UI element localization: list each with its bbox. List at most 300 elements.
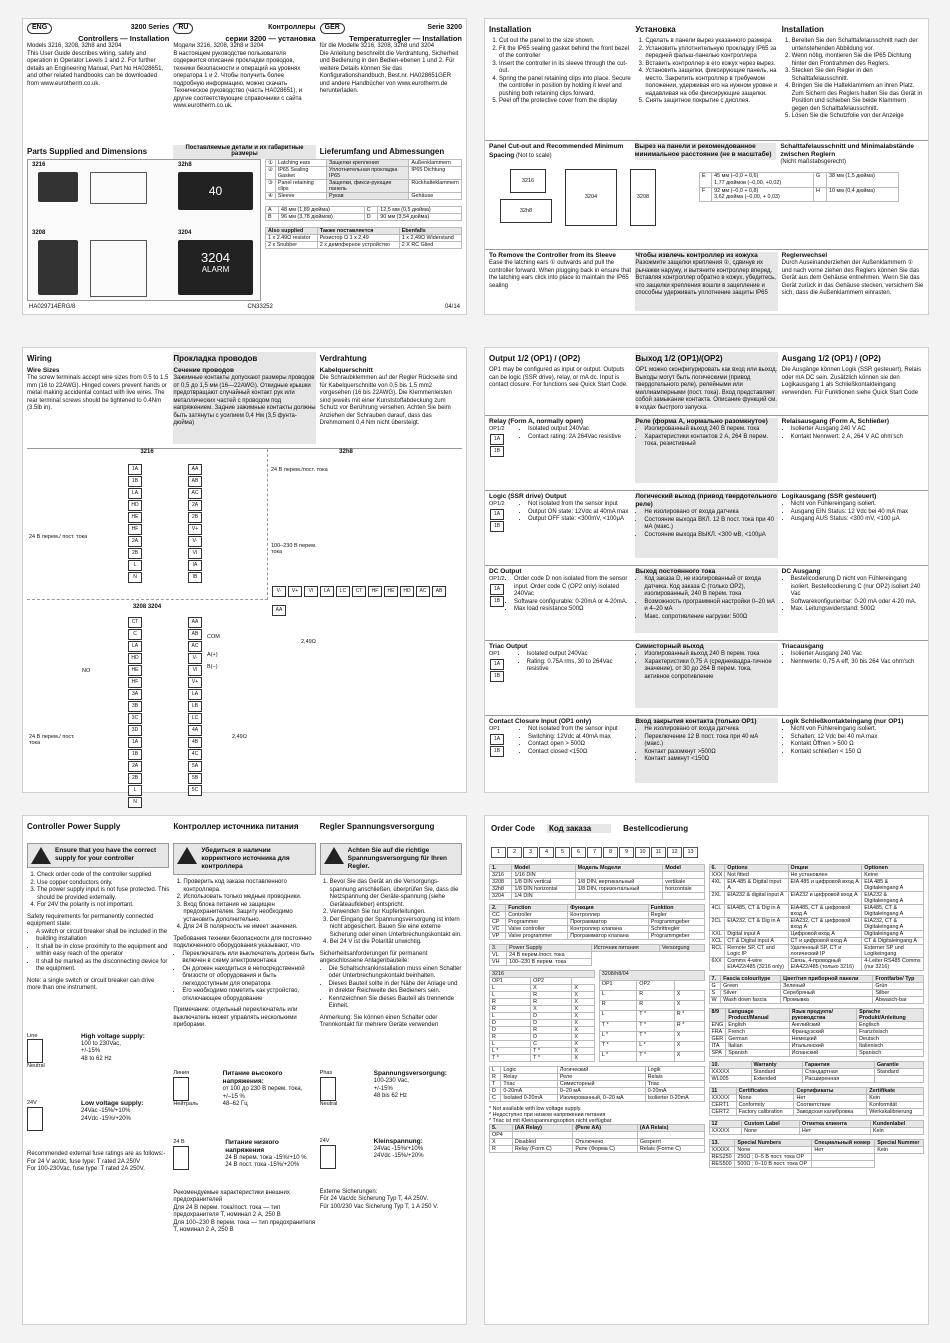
terminal: HD xyxy=(128,500,142,511)
output-title: Вход закрытия контакта (только OP1) xyxy=(635,718,757,725)
output-bullets xyxy=(518,651,632,683)
output-code-table xyxy=(489,970,595,1062)
output-section xyxy=(485,715,928,787)
order-table-row xyxy=(490,1074,705,1081)
order-header-cell: Язык продукта/ руководства xyxy=(789,1009,856,1022)
output-bullets xyxy=(635,576,777,621)
power-col-eng xyxy=(27,843,169,1325)
spacing-row xyxy=(700,187,899,202)
order-cell: Remote SP, CT and Logic IP xyxy=(725,945,788,958)
order-table-row xyxy=(709,997,924,1004)
power-warning-eng: Ensure that you have the correct supply for your controller xyxy=(55,847,157,863)
also-h3: Ebenfalls xyxy=(399,228,461,235)
order-table-opt_rows xyxy=(709,864,925,971)
order-cell: Программатор клапана xyxy=(568,933,648,940)
order-cell: T * xyxy=(637,1031,675,1041)
order-table-aa_rows xyxy=(489,1124,705,1153)
order-code-box: 9 xyxy=(619,847,634,858)
safety-item: • Переключатель или выключатель должен быть включен в схему электромонтажа xyxy=(182,951,315,966)
eng-models: Models 3216, 3208, 32h8 and 3204 xyxy=(27,43,122,50)
terminal: LA xyxy=(128,488,142,499)
terminal: AC xyxy=(188,641,202,652)
order-header-cell: 3. xyxy=(490,945,507,952)
wire-sizes-eng: Wire Sizes xyxy=(27,367,60,374)
also-r2-ger: 2 X RC Glied xyxy=(399,242,461,249)
order-cell xyxy=(874,1076,923,1083)
output-bullets xyxy=(635,426,777,449)
output-col-ru xyxy=(635,643,777,708)
wiring-32h8-supply-24: 24 В перем./пост. тока xyxy=(271,467,328,473)
order-table-row xyxy=(490,1081,705,1088)
terminal: IB xyxy=(188,572,202,583)
outputs-heading-eng: Output 1/2 (OP1) / (OP2) xyxy=(489,354,581,363)
order-table-row xyxy=(709,938,924,945)
spacing-in: 3,62 дюйма (–0,00, + 0,03) xyxy=(714,194,780,201)
parts-cell-eng: Latching ears xyxy=(275,160,326,167)
page-installation xyxy=(484,18,929,315)
terminal: 1B xyxy=(490,671,504,682)
install-step: 2. Wenn nötig, montieren Sie die IP65 Dichtung hinter den Frontrahmen des Reglers. xyxy=(792,53,924,68)
fuse-values-ger xyxy=(320,1196,462,1211)
terminal: V- xyxy=(272,586,286,597)
output-bullets xyxy=(782,501,908,524)
install-step: 4. Spring the panel retaining clips into place. Secure the controller in position by holding it level and pushing both retaining clips forward. xyxy=(499,76,631,99)
order-cell: Relay xyxy=(501,1074,558,1081)
order-table-row xyxy=(490,1048,595,1055)
also-h1: Also supplied xyxy=(266,228,318,235)
order-table-row xyxy=(709,1095,924,1102)
order-cell: Изолированный, 0–20 мА xyxy=(557,1095,645,1102)
order-table-subheader xyxy=(599,981,704,991)
terminal: HF xyxy=(128,677,142,688)
output-bullet: • Состояние выхода ВКЛ. 12 В пост. тока при 40 мА (макс.) xyxy=(644,517,777,532)
order-cell: Silver xyxy=(721,990,781,997)
order-cell: CT & Digital input A xyxy=(725,938,788,945)
lv-value: 24Vdc -15%/+20% xyxy=(81,1115,131,1122)
resistor-label-3208: 2,49Ω xyxy=(232,734,247,740)
order-cell: EIA485, CT & Dig in A xyxy=(725,905,788,918)
terminal: 2A xyxy=(188,500,202,511)
output-bullet: • Output OFF state: <300mV, <100μA xyxy=(528,516,628,524)
intro-ger xyxy=(320,23,462,141)
terminal: HD xyxy=(400,586,414,597)
order-cell: Промывка xyxy=(781,997,873,1004)
order-cell: R xyxy=(637,991,675,1001)
parts-cell-ru: Рукав xyxy=(327,193,409,200)
order-cell: VP xyxy=(490,933,506,940)
order-cell: Green xyxy=(721,983,781,990)
output-terminals xyxy=(489,501,519,533)
order-cell: ITA xyxy=(709,1043,726,1050)
order-cell: Французский xyxy=(789,1029,856,1036)
terminal: 1B xyxy=(490,746,504,757)
terminal: AB xyxy=(188,476,202,487)
order-cell: EIA232, CT & Dig in A xyxy=(725,918,788,931)
order-cell: CT & Digitaleingang A xyxy=(862,938,924,945)
order-cell: Не установлен xyxy=(788,872,862,879)
com-label: COM xyxy=(207,634,220,640)
output-body xyxy=(782,576,924,614)
safety-item: • A switch or circuit breaker shall be included in the building installation xyxy=(36,929,169,944)
note-eng: Note: a single switch or circuit breaker can drive more than one instrument. xyxy=(27,977,155,991)
output-bullet: • Не изолировано от входа датчика xyxy=(644,726,777,734)
output-col-ger xyxy=(782,418,924,483)
order-table-row xyxy=(709,1043,924,1050)
intro-eng xyxy=(27,23,169,141)
order-cell: EIA232, CT & Digitaleingang A xyxy=(862,918,924,931)
wiring-32h8-supply-hv: 100–230 В перем. тока xyxy=(271,543,317,555)
output-body xyxy=(782,726,924,756)
order-cell: 3208 xyxy=(490,879,512,886)
order-cell: L * xyxy=(599,1031,637,1041)
order-header-cell: Warranty xyxy=(751,1062,802,1069)
power-heading-eng: Controller Power Supply xyxy=(27,822,121,831)
order-cell: R xyxy=(599,1001,637,1011)
order-cell: T * xyxy=(490,1055,531,1062)
a-plus-label: A(+) xyxy=(207,652,218,658)
order-cell: R xyxy=(490,1146,513,1153)
parts-cell-ger: Außenklammern xyxy=(409,160,462,167)
order-table-row xyxy=(709,990,924,997)
order-cell: X xyxy=(674,991,704,1001)
order-code-heading-ru: Код заказа xyxy=(547,824,611,833)
dims-cell-k2: C xyxy=(364,207,377,214)
output-section xyxy=(485,415,928,487)
order-cell: R xyxy=(531,999,572,1006)
terminal: 4A xyxy=(188,725,202,736)
order-cell: ENG xyxy=(709,1022,726,1029)
order-table-row xyxy=(709,1109,924,1116)
order-cell: D xyxy=(531,1034,572,1041)
output-body xyxy=(489,501,631,533)
power-steps-eng xyxy=(27,872,169,910)
order-cell: XCL xyxy=(709,938,725,945)
ger-series-title: Serie 3200 xyxy=(427,24,462,31)
v24-label-ru: 24 В xyxy=(173,1138,185,1145)
install-step: 5. Снять защитное покрытие с дисплея. xyxy=(645,98,777,106)
order-header-cell: Custom Label xyxy=(742,1121,800,1128)
order-cell: Нет xyxy=(794,1095,867,1102)
terminal: LC xyxy=(336,586,350,597)
order-cell: X xyxy=(572,1048,594,1055)
dims-row xyxy=(266,207,462,214)
install-step: 3. Insert the controller in its sleeve through the cut-out. xyxy=(499,61,631,76)
order-cell: Englisch xyxy=(857,1022,924,1029)
order-cell: Digital input A xyxy=(725,931,788,938)
terminal: V+ xyxy=(188,677,202,688)
dims-cell-v2: 90 мм (3,54 дюйма) xyxy=(378,214,462,221)
output-bullet: • Contact closed <150Ω xyxy=(528,749,618,757)
order-table-row xyxy=(490,1055,595,1062)
order-cell: 3204 xyxy=(490,893,512,900)
order-table-row xyxy=(490,1088,705,1095)
power-step: 2. Use copper conductors only. xyxy=(37,880,169,888)
order-cell: Зеленый xyxy=(781,983,873,990)
terminal: AB xyxy=(432,586,446,597)
order-table-row xyxy=(709,1022,924,1029)
order-cell: X xyxy=(572,1055,594,1062)
safety-list-eng xyxy=(27,929,169,974)
fuse-value: Для 100–230 В перем. тока — тип предохранителя T, номинал 2 А, 250 В xyxy=(173,1219,316,1234)
order-table-row xyxy=(709,879,924,892)
output-code-title: 3208/h8/04 xyxy=(599,971,704,981)
order-cell: 4XL xyxy=(709,879,725,892)
order-table-row xyxy=(490,912,705,919)
also-supplied-table xyxy=(265,227,462,249)
lv-value: 24Vac -15%/+10% xyxy=(81,1108,131,1115)
terminal: HF xyxy=(128,524,142,535)
order-cell xyxy=(575,893,663,900)
wire-sizes-ru: Сечение проводов xyxy=(173,367,234,374)
lv-value: 24 В пост. тока -15%/+20% xyxy=(225,1162,300,1169)
output-code-tables xyxy=(489,970,705,1062)
order-table-row xyxy=(709,1128,924,1135)
order-header-cell: Funktion xyxy=(648,905,704,912)
order-cell: Italienisch xyxy=(857,1043,924,1050)
note-ger: Anmerkung: Sie können einen Schalter oder Trennkontakt für mehrere Geräte verwenden xyxy=(319,1014,439,1029)
order-table-row xyxy=(709,1102,924,1109)
safety-item: • Dieses Bauteil sollte in der Nähe der Anlage und in direkter Reichweite des Bedieners sein. xyxy=(329,981,462,996)
output-bullets xyxy=(782,726,878,756)
output-terminal-label: OP1/2 xyxy=(489,501,505,508)
output-body xyxy=(635,426,777,449)
output-col-ru xyxy=(635,493,777,558)
order-table-subheader xyxy=(490,978,595,985)
fuse-heading-ru: Рекомендуемые характеристики внешних предохранителей xyxy=(173,1189,290,1204)
install-step: 4. Установить защелки, фиксирующие панель, на место. Закрепить контроллер в требуемом положении, удерживая его на нужном уровне и надавливая на обе фиксирующие защелки. xyxy=(645,68,777,98)
display-32h8: 40 xyxy=(178,172,253,210)
output-col-eng xyxy=(489,718,631,783)
install-steps-eng xyxy=(489,38,631,106)
install-step: 2. Установить уплотнительную прокладку IP65 за передней фальш-панелью контроллера xyxy=(645,46,777,61)
order-table-header xyxy=(490,865,705,872)
output-bullet: • Макс. сопротивление нагрузки: 500Ω xyxy=(644,614,777,622)
eng-body: This User Guide describes wiring, safety and operation in Operator Levels 1 and 2. For further details an Engineering Manual, Part No HA028651, and other related handbooks can be downloaded from www.eurotherm.co.uk. xyxy=(27,50,164,87)
order-cell: 32h8 xyxy=(490,886,512,893)
order-cell: Заводская калибровка xyxy=(794,1109,867,1116)
dims-cell-v: 96 мм (3,78 дюймов) xyxy=(279,214,365,221)
wiring-diagrams xyxy=(27,448,462,805)
terminal: 1B xyxy=(128,749,142,760)
order-cell: Triac xyxy=(501,1081,558,1088)
dims-cell-v: 48 мм (1,89 дюйма) xyxy=(279,207,365,214)
order-cell: German xyxy=(726,1036,789,1043)
parts-cell-ger: Rückhalteklammern xyxy=(409,180,462,193)
parts-list xyxy=(265,159,462,301)
order-cell: L * xyxy=(599,1051,637,1061)
wiring-3208-label: 3208 3204 xyxy=(132,604,162,610)
order-cell: EIA232 & digital input A xyxy=(725,892,788,905)
cutout-32h8: 32h8 xyxy=(500,199,552,223)
page-footer xyxy=(29,304,460,310)
order-cell: D xyxy=(490,1020,531,1027)
install-step: 4. Bringen Sie die Halteklammern an ihren Platz. Zum Sichern des Reglers halten Sie das Gerät in Position und schieben Sie beide Klammern gegen den Schalttafelausschnitt. xyxy=(792,83,924,113)
order-cell xyxy=(575,872,663,879)
output-bullet: • Contact open > 500Ω xyxy=(528,741,618,749)
safety-list-ger xyxy=(320,966,462,1011)
lang-tag-eng: ENG xyxy=(27,23,52,34)
order-cell: R xyxy=(490,999,531,1006)
hv-heading-ru: Питание высокого напряжения: xyxy=(222,1069,283,1085)
terminal-strip-c xyxy=(127,616,145,809)
hv-values-eng xyxy=(81,1041,145,1064)
order-cell: Programmer xyxy=(506,919,568,926)
order-table-header xyxy=(709,976,924,983)
order-table-sp_rows xyxy=(709,1139,925,1168)
output-bullet: • Контакт разомкнут >500Ω xyxy=(644,749,777,757)
no-label: NO xyxy=(82,668,91,674)
output-bullets xyxy=(782,576,924,614)
spacing-value2: 10 мм (0,4 дюйма) xyxy=(827,187,899,202)
order-table-row xyxy=(709,905,924,918)
terminal: C xyxy=(128,629,142,640)
order-cell: RES500 xyxy=(709,1161,735,1168)
order-cell: T * xyxy=(531,1048,572,1055)
terminal: IA xyxy=(188,560,202,571)
remove-heading-ger: Reglerwechsel xyxy=(781,252,828,259)
outputs-heading-ger: Ausgang 1/2 (OP1) / (OP2) xyxy=(781,354,881,363)
terminal: 1B xyxy=(490,596,504,607)
output-col-ru xyxy=(635,418,777,483)
safety-item: • Die Schaltschrankinstallation muss einen Schalter oder Unterbrechungskontakt beinhalten. xyxy=(329,966,462,981)
order-cell: Английский xyxy=(789,1022,856,1029)
install-heading-ru: Установка xyxy=(635,25,676,34)
output-bullets xyxy=(519,501,628,533)
terminal: V- xyxy=(188,653,202,664)
output-terminals xyxy=(489,726,519,758)
wire-sizes-body-eng: The screw terminals accept wire sizes from 0.5 to 1.5 mm (16 to 22AWG). Hinged covers prevent hands or metal making accidental contact with live wires. The rear terminal screws should be tightened to 0.4Nm (3.5lb in). xyxy=(27,375,169,412)
terminal: AC xyxy=(188,488,202,499)
parts-cell-n: ④ xyxy=(266,193,276,200)
order-cell: Контроллер xyxy=(568,912,648,919)
order-cell: VC xyxy=(490,926,506,933)
order-table-row xyxy=(490,879,705,886)
also-r1-eng: 1 x 2.49Ω resistor xyxy=(266,235,318,242)
order-table-header xyxy=(709,1062,924,1069)
order-cell: XXXXX xyxy=(709,1095,736,1102)
order-cell: EIA 485 & Digital input A xyxy=(725,879,788,892)
fuse-value: For 24 V ac/dc, fuse type: T rated 2A 250V xyxy=(27,1158,141,1165)
order-table-row xyxy=(490,959,705,966)
line-label-ru: Линия xyxy=(173,1069,190,1076)
lv-values-ger xyxy=(374,1146,424,1161)
hv-value: +/-15% xyxy=(81,1048,101,1055)
spacing-key: E xyxy=(700,173,712,188)
output-body xyxy=(782,651,924,666)
order-cell: Keine xyxy=(862,872,924,879)
order-cell: EIA232 & Digitaleingang A xyxy=(862,892,924,905)
order-cell: 6XX xyxy=(709,958,725,971)
order-code-box: 1 xyxy=(491,847,506,858)
power-step: 1. Check order code of the controller supplied xyxy=(37,872,169,880)
output-body xyxy=(489,576,631,614)
output-title: Logic (SSR drive) Output xyxy=(489,493,567,500)
order-cell: X xyxy=(572,985,594,992)
terminal: CT xyxy=(128,617,142,628)
output-bullet: • Bestellcodierung D nicht von Fühlereingang isoliert. Bestellcodierung C (nur OP2) isoliert 240 Vac xyxy=(791,576,924,599)
spacing-row xyxy=(700,173,899,188)
order-cell: L xyxy=(490,985,531,992)
terminal: 1B xyxy=(128,476,142,487)
output-bullet: • Schalten: 12 Vdc bei 40 mA max xyxy=(791,734,878,742)
dims-row xyxy=(266,214,462,221)
terminal: AA xyxy=(188,617,202,628)
order-cell: EIA232 и цифровой вход А xyxy=(788,892,862,905)
output-bullet: • Код заказа D, не изолированный от входа датчика. Код заказа C (только OP2), изолированный, 240 В перем. тока xyxy=(644,576,777,599)
order-header-cell: (Реле AA) xyxy=(573,1125,638,1132)
order-cell: Isolierter 0-20mA xyxy=(645,1095,704,1102)
order-cell: VL xyxy=(490,952,507,959)
wiring-heading-eng: Wiring xyxy=(27,354,52,363)
order-table-row xyxy=(490,999,595,1006)
order-cell: Программатор xyxy=(568,919,648,926)
hv-value: 100-230 Vac, xyxy=(373,1078,409,1084)
order-cell: Немецкий xyxy=(789,1036,856,1043)
order-code-box: 13 xyxy=(683,847,698,858)
output-section xyxy=(485,565,928,637)
order-table-header xyxy=(490,905,705,912)
output-title: Выход постоянного тока xyxy=(635,568,716,575)
order-cell: Konformität xyxy=(867,1102,924,1109)
label-32h8: 32h8 xyxy=(178,162,192,168)
order-table-row xyxy=(709,931,924,938)
order-cell: Italian xyxy=(726,1043,789,1050)
output-bullets xyxy=(782,651,915,666)
terminal: V+ xyxy=(288,586,302,597)
output-col-eng xyxy=(489,643,631,708)
terminal: 1A xyxy=(490,659,504,670)
intro-ru xyxy=(173,23,315,141)
order-code-box: 7 xyxy=(587,847,602,858)
order-cell xyxy=(812,1161,875,1168)
hv-value: +/-15% xyxy=(373,1085,393,1092)
terminal: 1A xyxy=(128,464,142,475)
order-cell: T * xyxy=(599,1021,637,1031)
output-bullet: • Order code D non isolated from the sensor input. Order code C (OP2 only) isolated 240Vac xyxy=(514,576,631,599)
install-heading-eng: Installation xyxy=(489,25,532,34)
controller-3216-side xyxy=(90,172,147,204)
parts-heading-eng: Parts Supplied and Dimensions xyxy=(27,147,148,156)
order-table-row xyxy=(599,1021,704,1031)
outputs-intro-eng: OP1 may be configured as input or output. Outputs can be logic (SSR drive), relay, or mA dc. Input is contact closure. For functions see Quick Start Code. xyxy=(489,367,628,388)
terminal: L xyxy=(128,785,142,796)
parts-heading-ger: Lieferumfang und Abmessungen xyxy=(319,147,445,156)
order-header-cell: Garantie xyxy=(874,1062,923,1069)
output-col-head: OP2 xyxy=(637,981,675,991)
v24-label-eng: 24V xyxy=(27,1100,37,1107)
order-cell: T * xyxy=(531,1055,572,1062)
resistor-label-32h8: 2,49Ω xyxy=(301,639,316,645)
order-table-row xyxy=(490,985,595,992)
output-bullet: • Isolierter Ausgang 240 V AC xyxy=(791,426,903,434)
install-step: 2. Fit the IP65 sealing gasket behind the front bezel of the controller xyxy=(499,46,631,61)
dims-cell-k: A xyxy=(266,207,279,214)
order-cell: X xyxy=(572,1013,594,1020)
order-table-row xyxy=(709,983,924,990)
order-table-row xyxy=(490,1146,705,1153)
order-cell: R xyxy=(490,1006,531,1013)
order-cell: S xyxy=(709,990,721,997)
outputs-heading-ru: Выход 1/2 (OP1)/(OP2) xyxy=(635,354,723,363)
wiring-heading-ger: Verdrahtung xyxy=(319,354,367,363)
b-minus-label: B(−) xyxy=(207,664,218,670)
order-cell: XXX xyxy=(709,872,725,879)
output-bullets xyxy=(635,509,777,539)
order-cell: Valve controller xyxy=(506,926,568,933)
order-table-header xyxy=(490,945,705,952)
lv-value: 24Vac -15%/+10% xyxy=(373,1145,424,1152)
remove-heading-ru: Чтобы извлечь контроллер из кожуха xyxy=(635,252,758,259)
